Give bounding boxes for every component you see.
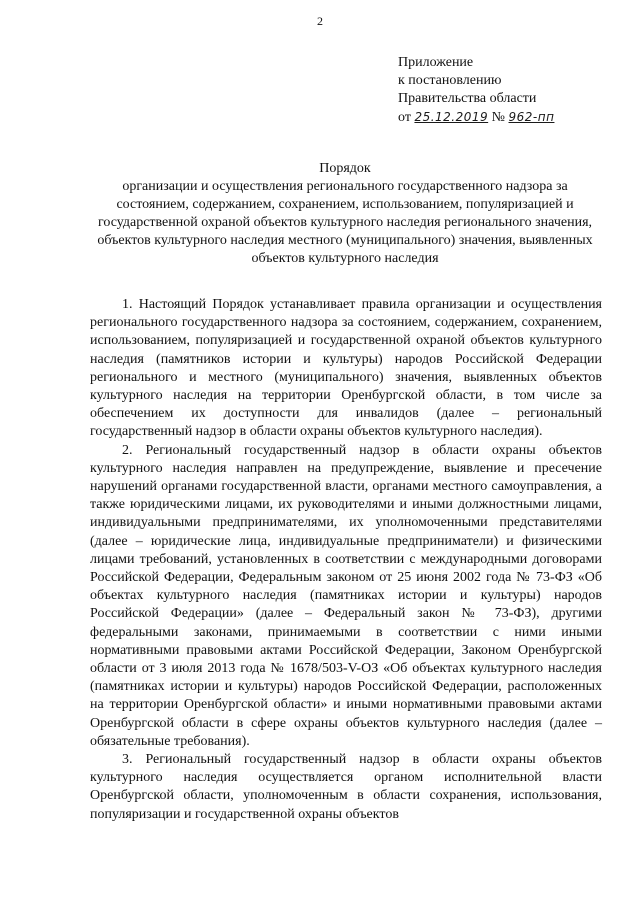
paragraph-2: 2. Региональный государственный надзор в области охраны объектов культурного наследия направлен на предупреждение, выявление и пресечение нарушений органами государственной власти, органами местного самоуправления, а также юридическими лицами, их руководителями и иными должностными лицами, индивидуальными предпринимателями, их уполномоченными представителями (далее – юридические лица, индивидуальные предприниматели) и физическими лицами требований, установленных в соответствии с международными договорами Российской Федерации, Федеральным законом от 25 июня 2002 года № 73-ФЗ «Об объектах культурного наследия (памятниках истории и культуры) народов Российской Федерации» (далее – Федеральный закон № 73-ФЗ), другими федеральными законами, принимаемыми в соответствии с ними иными нормативными правовыми актами Российской Федерации, Законом Оренбургской области от 3 июля 2013 года № 1678/503-V-ОЗ «Об объектах культурного наследия (памятниках истории и культуры) народов Российской Федерации, расположенных на территории Оренбургской области» и иными нормативными правовыми актами Оренбургской области в сфере охраны объектов культурного наследия (далее – обязательные требования). <box>90 442 602 749</box>
document-title-block <box>90 160 600 268</box>
appendix-label: Приложение <box>398 55 474 70</box>
number-prefix: № <box>491 110 506 125</box>
appendix-authority: Правительства области <box>398 91 537 106</box>
document-title: Порядок <box>319 161 371 176</box>
appendix-header <box>398 54 554 127</box>
handwritten-date: 25.12.2019 <box>414 110 489 124</box>
paragraph-1: 1. Настоящий Порядок устанавливает правила организации и осуществления регионального государственного надзора за состоянием, содержанием, сохранением, использованием, популяризацией и государственной охраной объектов культурного наследия (памятников истории и культуры) народов Российской Федерации регионального и местного (муниципального) значения, выявленных объектов культурного наследия на территории Оренбургской области, в том числе за обеспечением их доступности для инвалидов (далее – региональный государственный надзор в области охраны объектов культурного наследия). <box>90 297 602 440</box>
handwritten-number: 962-пп <box>508 110 555 124</box>
appendix-date-line <box>398 108 554 127</box>
page-number: 2 <box>317 14 323 28</box>
document-body <box>90 296 602 824</box>
date-prefix: от <box>398 110 411 125</box>
appendix-reference: к постановлению <box>398 73 502 88</box>
document-subtitle: организации и осуществления регионального государственного надзора за состоянием, содержанием, сохранением, использованием, популяризацией и государственной охраной объектов культурного наследия регионального значения, объектов культурного наследия местного (муниципального) значения, выявленных объектов культурного наследия <box>97 179 593 266</box>
paragraph-3: 3. Региональный государственный надзор в области охраны объектов культурного наследия осуществляется органом исполнительной власти Оренбургской области, уполномоченным в области сохранения, использования, популяризации и государственной охраны объектов <box>90 752 602 822</box>
